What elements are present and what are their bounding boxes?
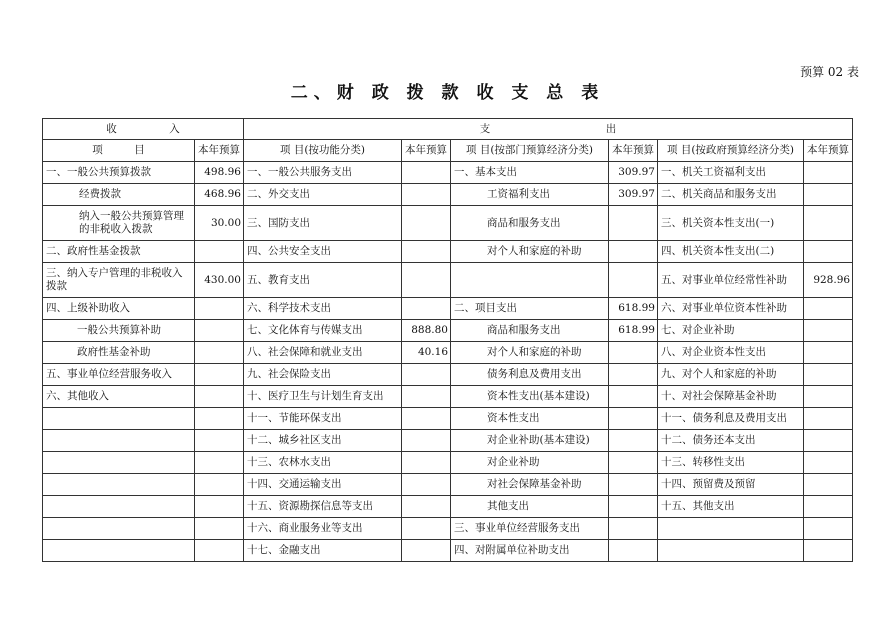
dept-item-cell: 二、项目支出 — [451, 298, 609, 320]
gov-budget-cell — [804, 206, 853, 241]
table-row — [43, 162, 853, 184]
dept-item-cell: 商品和服务支出 — [451, 206, 609, 241]
table-row — [43, 430, 853, 452]
gov-item-cell: 七、对企业补助 — [658, 320, 804, 342]
func-budget-cell — [402, 540, 451, 562]
expense-header: 支 出 — [244, 119, 853, 140]
gov-budget-cell — [804, 386, 853, 408]
table-row — [43, 241, 853, 263]
dept-budget-cell — [609, 496, 658, 518]
func-item-cell: 三、国防支出 — [244, 206, 402, 241]
gov-item-cell: 五、对事业单位经常性补助 — [658, 263, 804, 298]
table-row — [43, 263, 853, 298]
func-item-cell: 五、教育支出 — [244, 263, 402, 298]
gov-budget-cell: 928.96 — [804, 263, 853, 298]
table-row — [43, 342, 853, 364]
func-budget-cell — [402, 206, 451, 241]
gov-budget-cell — [804, 184, 853, 206]
func-item-cell: 六、科学技术支出 — [244, 298, 402, 320]
dept-item-cell: 对企业补助(基本建设) — [451, 430, 609, 452]
table-row — [43, 474, 853, 496]
gov-budget-cell — [804, 408, 853, 430]
dept-budget-cell — [609, 241, 658, 263]
func-item-cell: 四、公共安全支出 — [244, 241, 402, 263]
func-budget-cell — [402, 408, 451, 430]
dept-budget-cell — [609, 408, 658, 430]
dept-budget-cell: 309.97 — [609, 184, 658, 206]
func-budget-cell — [402, 474, 451, 496]
income-item-cell — [43, 496, 195, 518]
gov-item-cell: 九、对个人和家庭的补助 — [658, 364, 804, 386]
col-gov-budget: 本年预算 — [804, 140, 853, 162]
func-item-cell: 十五、资源勘探信息等支出 — [244, 496, 402, 518]
dept-item-cell — [451, 263, 609, 298]
table-row — [43, 386, 853, 408]
gov-budget-cell — [804, 162, 853, 184]
func-budget-cell — [402, 162, 451, 184]
dept-budget-cell — [609, 540, 658, 562]
dept-item-cell: 其他支出 — [451, 496, 609, 518]
gov-item-cell — [658, 540, 804, 562]
func-item-cell: 九、社会保险支出 — [244, 364, 402, 386]
income-item-cell: 二、政府性基金拨款 — [43, 241, 195, 263]
col-func-item: 项 目(按功能分类) — [244, 140, 402, 162]
table-row — [43, 518, 853, 540]
dept-item-cell: 四、对附属单位补助支出 — [451, 540, 609, 562]
gov-item-cell: 十四、预留费及预留 — [658, 474, 804, 496]
gov-item-cell: 十、对社会保障基金补助 — [658, 386, 804, 408]
income-budget-cell — [195, 241, 244, 263]
dept-budget-cell — [609, 386, 658, 408]
income-item-cell — [43, 452, 195, 474]
gov-budget-cell — [804, 364, 853, 386]
table-row — [43, 452, 853, 474]
income-item-cell: 政府性基金补助 — [43, 342, 195, 364]
income-header: 收 入 — [43, 119, 244, 140]
income-budget-cell — [195, 430, 244, 452]
func-item-cell: 十六、商业服务业等支出 — [244, 518, 402, 540]
gov-budget-cell — [804, 298, 853, 320]
dept-item-cell: 一、基本支出 — [451, 162, 609, 184]
gov-item-cell: 四、机关资本性支出(二) — [658, 241, 804, 263]
page-title: 二、财 政 拨 款 收 支 总 表 — [290, 83, 605, 103]
table-row — [43, 408, 853, 430]
income-item-cell: 一般公共预算补助 — [43, 320, 195, 342]
dept-item-cell: 资本性支出(基本建设) — [451, 386, 609, 408]
gov-item-cell: 十一、债务利息及费用支出 — [658, 408, 804, 430]
col-func-budget: 本年预算 — [402, 140, 451, 162]
func-budget-cell — [402, 496, 451, 518]
gov-item-cell: 三、机关资本性支出(一) — [658, 206, 804, 241]
func-budget-cell — [402, 518, 451, 540]
func-item-cell: 十一、节能环保支出 — [244, 408, 402, 430]
func-budget-cell — [402, 364, 451, 386]
gov-budget-cell — [804, 342, 853, 364]
table-header-group-row — [43, 119, 853, 140]
col-income-item: 项 目 — [43, 140, 195, 162]
table-row — [43, 496, 853, 518]
gov-budget-cell — [804, 241, 853, 263]
dept-budget-cell: 618.99 — [609, 298, 658, 320]
table-row — [43, 364, 853, 386]
gov-budget-cell — [804, 496, 853, 518]
func-item-cell: 十四、交通运输支出 — [244, 474, 402, 496]
income-budget-cell: 498.96 — [195, 162, 244, 184]
func-item-cell: 十三、农林水支出 — [244, 452, 402, 474]
col-income-budget: 本年预算 — [195, 140, 244, 162]
func-budget-cell — [402, 452, 451, 474]
col-dept-budget: 本年预算 — [609, 140, 658, 162]
dept-item-cell: 商品和服务支出 — [451, 320, 609, 342]
gov-item-cell: 一、机关工资福利支出 — [658, 162, 804, 184]
income-item-cell — [43, 474, 195, 496]
income-budget-cell — [195, 386, 244, 408]
gov-budget-cell — [804, 518, 853, 540]
dept-budget-cell — [609, 364, 658, 386]
gov-item-cell: 十二、债务还本支出 — [658, 430, 804, 452]
func-budget-cell: 40.16 — [402, 342, 451, 364]
func-budget-cell — [402, 298, 451, 320]
gov-item-cell: 八、对企业资本性支出 — [658, 342, 804, 364]
income-budget-cell — [195, 474, 244, 496]
dept-item-cell: 对个人和家庭的补助 — [451, 241, 609, 263]
func-budget-cell — [402, 430, 451, 452]
dept-budget-cell — [609, 206, 658, 241]
income-budget-cell: 468.96 — [195, 184, 244, 206]
income-item-cell: 三、纳入专户管理的非税收入拨款 — [43, 263, 195, 298]
dept-budget-cell: 618.99 — [609, 320, 658, 342]
table-header-row — [43, 140, 853, 162]
dept-budget-cell — [609, 452, 658, 474]
income-item-cell: 一、一般公共预算拨款 — [43, 162, 195, 184]
income-item-cell — [43, 518, 195, 540]
dept-item-cell: 资本性支出 — [451, 408, 609, 430]
dept-item-cell: 三、事业单位经营服务支出 — [451, 518, 609, 540]
func-budget-cell — [402, 386, 451, 408]
table-row — [43, 184, 853, 206]
dept-item-cell: 工资福利支出 — [451, 184, 609, 206]
col-dept-item: 项 目(按部门预算经济分类) — [451, 140, 609, 162]
dept-item-cell: 对社会保障基金补助 — [451, 474, 609, 496]
dept-item-cell: 对个人和家庭的补助 — [451, 342, 609, 364]
income-item-cell: 六、其他收入 — [43, 386, 195, 408]
income-item-cell: 五、事业单位经营服务收入 — [43, 364, 195, 386]
table-row — [43, 540, 853, 562]
gov-budget-cell — [804, 430, 853, 452]
gov-budget-cell — [804, 452, 853, 474]
func-budget-cell — [402, 263, 451, 298]
dept-item-cell: 对企业补助 — [451, 452, 609, 474]
func-budget-cell — [402, 184, 451, 206]
budget-summary-table — [42, 118, 853, 562]
income-budget-cell — [195, 540, 244, 562]
func-item-cell: 二、外交支出 — [244, 184, 402, 206]
income-budget-cell: 30.00 — [195, 206, 244, 241]
dept-budget-cell — [609, 474, 658, 496]
form-number: 预算 02 表 — [800, 65, 859, 79]
income-budget-cell — [195, 408, 244, 430]
income-budget-cell — [195, 364, 244, 386]
func-budget-cell — [402, 241, 451, 263]
dept-budget-cell: 309.97 — [609, 162, 658, 184]
gov-item-cell: 十三、转移性支出 — [658, 452, 804, 474]
func-item-cell: 十、医疗卫生与计划生育支出 — [244, 386, 402, 408]
gov-item-cell: 二、机关商品和服务支出 — [658, 184, 804, 206]
income-item-cell: 四、上级补助收入 — [43, 298, 195, 320]
gov-budget-cell — [804, 474, 853, 496]
table-row — [43, 320, 853, 342]
dept-budget-cell — [609, 342, 658, 364]
income-budget-cell: 430.00 — [195, 263, 244, 298]
func-item-cell: 八、社会保障和就业支出 — [244, 342, 402, 364]
income-budget-cell — [195, 496, 244, 518]
income-item-cell — [43, 408, 195, 430]
table-row — [43, 298, 853, 320]
dept-budget-cell — [609, 430, 658, 452]
gov-budget-cell — [804, 320, 853, 342]
gov-item-cell: 十五、其他支出 — [658, 496, 804, 518]
gov-item-cell: 六、对事业单位资本性补助 — [658, 298, 804, 320]
gov-item-cell — [658, 518, 804, 540]
income-budget-cell — [195, 342, 244, 364]
income-budget-cell — [195, 518, 244, 540]
dept-budget-cell — [609, 263, 658, 298]
income-budget-cell — [195, 452, 244, 474]
func-item-cell: 十二、城乡社区支出 — [244, 430, 402, 452]
func-item-cell: 十七、金融支出 — [244, 540, 402, 562]
table-row — [43, 206, 853, 241]
income-budget-cell — [195, 320, 244, 342]
col-gov-item: 项 目(按政府预算经济分类) — [658, 140, 804, 162]
income-item-cell — [43, 430, 195, 452]
income-item-cell: 经费拨款 — [43, 184, 195, 206]
func-item-cell: 一、一般公共服务支出 — [244, 162, 402, 184]
dept-item-cell: 债务利息及费用支出 — [451, 364, 609, 386]
dept-budget-cell — [609, 518, 658, 540]
income-item-cell — [43, 540, 195, 562]
income-budget-cell — [195, 298, 244, 320]
func-item-cell: 七、文化体育与传媒支出 — [244, 320, 402, 342]
income-item-cell: 纳入一般公共预算管理的非税收入拨款 — [43, 206, 195, 241]
func-budget-cell: 888.80 — [402, 320, 451, 342]
gov-budget-cell — [804, 540, 853, 562]
